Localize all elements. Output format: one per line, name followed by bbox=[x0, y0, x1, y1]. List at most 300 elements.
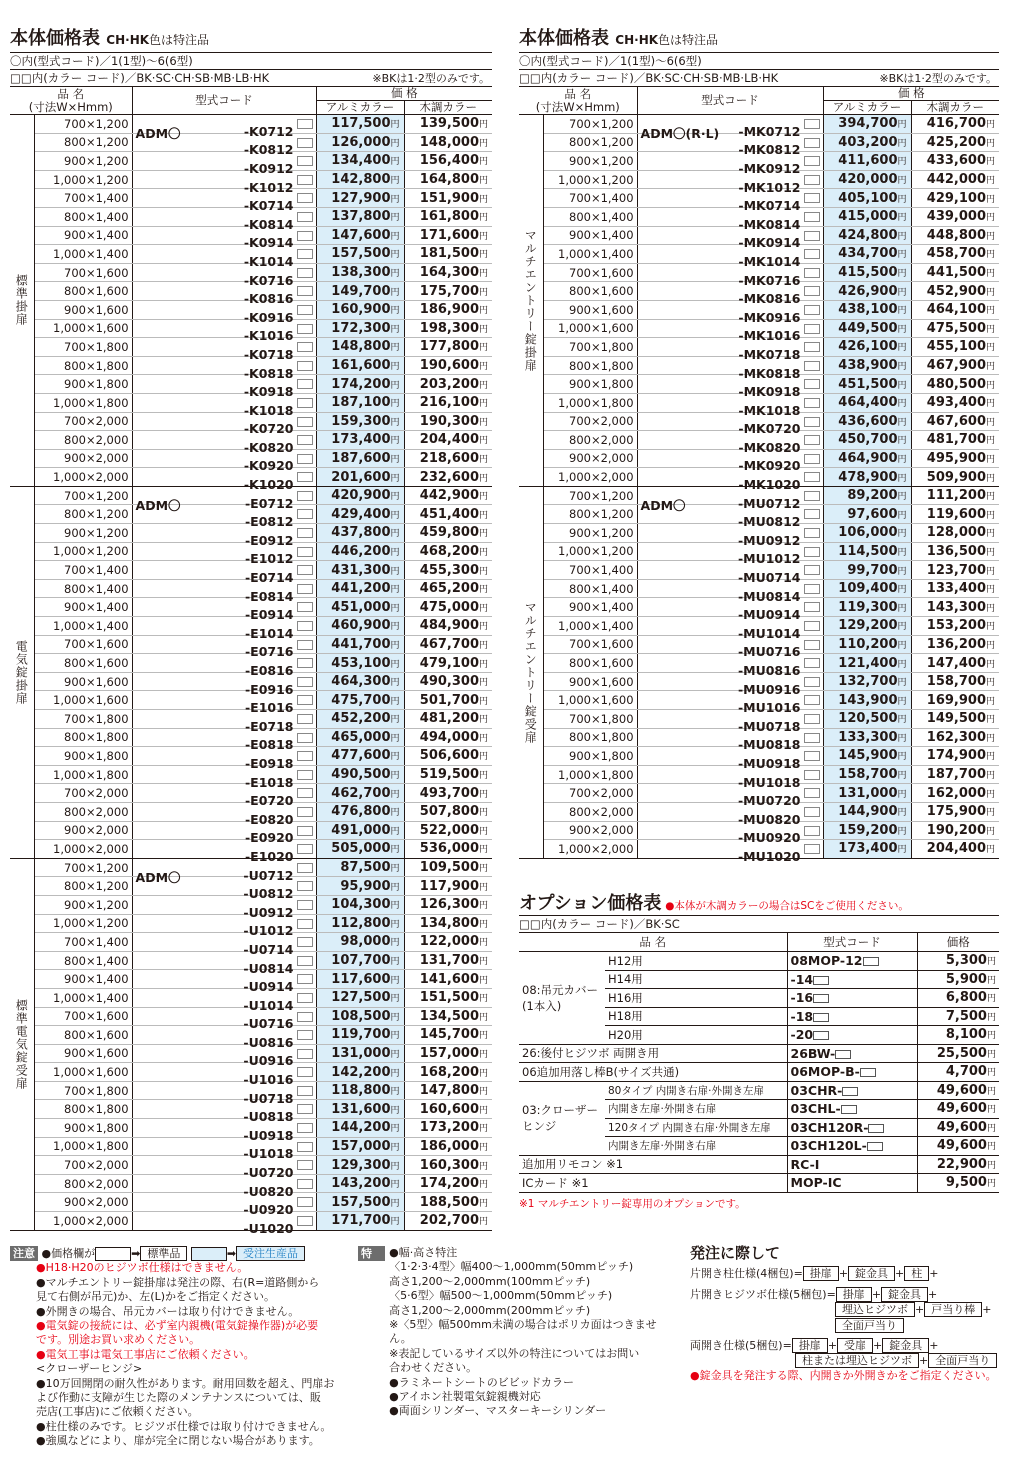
wood-price: 459,800円 bbox=[404, 524, 492, 543]
yen-unit: 円 bbox=[390, 1198, 400, 1209]
size-cell: 1,000×1,400 bbox=[34, 245, 132, 264]
yen-unit: 円 bbox=[390, 343, 400, 354]
color-code-box bbox=[813, 1013, 829, 1022]
yen-unit: 円 bbox=[897, 399, 907, 410]
yen-unit: 円 bbox=[479, 938, 489, 949]
code-cell bbox=[132, 133, 316, 158]
code-text: -K0820 bbox=[243, 439, 294, 455]
size-cell: 900×1,400 bbox=[34, 598, 132, 617]
yen-unit: 円 bbox=[986, 733, 996, 744]
code-cell bbox=[637, 505, 823, 530]
yen-unit: 円 bbox=[986, 399, 996, 410]
table-row bbox=[519, 189, 999, 208]
yen-unit: 円 bbox=[390, 492, 400, 503]
code-text: -K0914 bbox=[243, 235, 294, 251]
yen-unit: 円 bbox=[390, 399, 400, 410]
yen-unit: 円 bbox=[390, 157, 400, 168]
option-price: 7,500円 bbox=[917, 1007, 999, 1026]
option-code: 03CHL- bbox=[787, 1100, 917, 1119]
table-row bbox=[10, 1063, 492, 1082]
color-code-box bbox=[813, 1031, 829, 1040]
yen-unit: 円 bbox=[479, 1142, 489, 1153]
yen-unit: 円 bbox=[390, 752, 400, 763]
yen-unit: 円 bbox=[479, 919, 489, 930]
color-code-box bbox=[297, 361, 313, 371]
table-row bbox=[10, 821, 492, 840]
yen-unit: 円 bbox=[390, 1142, 400, 1153]
size-cell: 800×1,800 bbox=[34, 356, 132, 375]
wood-price: 134,500円 bbox=[404, 1007, 492, 1026]
code-cell bbox=[637, 375, 823, 400]
yen-unit: 円 bbox=[390, 678, 400, 689]
code-cell bbox=[132, 393, 316, 418]
color-code-box bbox=[297, 509, 313, 519]
option-code: 08MOP-12 bbox=[787, 952, 917, 971]
size-cell: 800×1,600 bbox=[34, 1026, 132, 1045]
alu-price: 446,200円 bbox=[316, 542, 404, 561]
yen-unit: 円 bbox=[897, 715, 907, 726]
wood-price: 128,000円 bbox=[911, 524, 999, 543]
color-code-box bbox=[297, 268, 313, 278]
size-cell: 800×1,200 bbox=[543, 133, 637, 152]
size-cell: 1,000×1,200 bbox=[543, 170, 637, 189]
alu-price: 127,900円 bbox=[316, 189, 404, 208]
wood-price: 136,500円 bbox=[911, 542, 999, 561]
size-cell: 1,000×1,200 bbox=[34, 914, 132, 933]
size-cell: 700×1,200 bbox=[34, 115, 132, 134]
yen-unit: 円 bbox=[479, 287, 489, 298]
color-code-box bbox=[297, 733, 313, 743]
size-cell: 800×1,200 bbox=[34, 877, 132, 896]
group-label: 標準掛扉 bbox=[10, 115, 34, 487]
size-cell: 700×1,800 bbox=[543, 338, 637, 357]
option-table: 品 名 型式コード 価格 08:吊元カバー (1本入) H12用 08MOP-12 5,300円 H14用 -14 5,900円 H16用 -16 6,800円 H18用 -18 7,500円 H20用 -20 8,100円 26:後付ヒジツボ 両開き用 26BW- 25,500円 06追加用落し棒B(サイズ共通) 06MOP-B- 4,700円 03:クローザー ヒンジ 80タイプ 内開き右扉·外開き左扉 03CHR- 49,600円 内開き左扉·外開き右扉 03CHL- 49,600円 120タイプ 内開き右扉·外開き左扉 03CH120R- 49,600円 内開き左扉·外開き右扉 03CH120L- 49,600円 追加用リモコン ※1 RC-I 22,900円 ICカード ※1 MOP-IC 9,500円 bbox=[519, 933, 999, 1193]
yen-unit: 円 bbox=[390, 1180, 400, 1191]
option-sub: H16用 bbox=[605, 989, 787, 1008]
yen-unit: 円 bbox=[986, 678, 996, 689]
code-cell bbox=[637, 115, 823, 141]
size-cell: 800×2,000 bbox=[34, 802, 132, 821]
size-cell: 1,000×1,200 bbox=[543, 542, 637, 561]
table-row bbox=[519, 802, 999, 821]
yen-unit: 円 bbox=[479, 269, 489, 280]
color-code-box bbox=[297, 956, 313, 966]
yen-unit: 円 bbox=[897, 417, 907, 428]
table-row bbox=[519, 468, 999, 487]
table-row bbox=[519, 263, 999, 282]
caution-tag: 注意 bbox=[10, 1246, 38, 1261]
table-row bbox=[10, 282, 492, 301]
color-code-box bbox=[297, 435, 313, 445]
table-row bbox=[10, 654, 492, 673]
yen-unit: 円 bbox=[479, 696, 489, 707]
yen-unit: 円 bbox=[986, 622, 996, 633]
table-row bbox=[10, 617, 492, 636]
color-code-box bbox=[804, 695, 820, 705]
code-cell bbox=[637, 263, 823, 288]
yen-unit: 円 bbox=[986, 157, 996, 168]
size-cell: 800×1,200 bbox=[543, 505, 637, 524]
alu-price: 403,200円 bbox=[823, 133, 911, 152]
color-code-box bbox=[804, 417, 820, 427]
code-text: -E1016 bbox=[244, 700, 294, 716]
yen-unit: 円 bbox=[897, 380, 907, 391]
yen-unit: 円 bbox=[390, 1105, 400, 1116]
yen-unit: 円 bbox=[897, 250, 907, 261]
alu-price: 415,500円 bbox=[823, 263, 911, 282]
color-code-box bbox=[297, 324, 313, 334]
size-cell: 900×1,600 bbox=[34, 672, 132, 691]
table-row bbox=[519, 1081, 999, 1100]
code-cell bbox=[132, 1063, 316, 1088]
alu-price: 450,700円 bbox=[823, 431, 911, 450]
note-line: ●幅·高さ特注 bbox=[389, 1246, 458, 1259]
option-name: 03:クローザー ヒンジ bbox=[519, 1081, 605, 1155]
alu-price: 464,900円 bbox=[823, 449, 911, 468]
yen-unit: 円 bbox=[479, 585, 489, 596]
size-cell: 900×1,200 bbox=[543, 152, 637, 171]
table-row bbox=[10, 877, 492, 896]
yen-unit: 円 bbox=[390, 789, 400, 800]
table-row bbox=[519, 226, 999, 245]
alu-price: 478,900円 bbox=[823, 468, 911, 487]
note-line: ●両面シリンダー、マスターキーシリンダー bbox=[389, 1404, 607, 1418]
table-row bbox=[10, 765, 492, 784]
alu-price: 477,600円 bbox=[316, 747, 404, 766]
code-cell bbox=[637, 338, 823, 362]
table-row bbox=[519, 821, 999, 840]
code-cell bbox=[132, 877, 316, 902]
wood-price: 198,300円 bbox=[404, 319, 492, 338]
alu-price: 117,500円 bbox=[316, 115, 404, 134]
option-price: 8,100円 bbox=[917, 1026, 999, 1045]
yen-unit: 円 bbox=[986, 454, 996, 465]
table-row bbox=[10, 412, 492, 431]
code-text: -E0818 bbox=[244, 737, 294, 753]
yen-unit: 円 bbox=[986, 640, 996, 651]
size-cell: 1,000×1,400 bbox=[34, 617, 132, 636]
code-cell bbox=[637, 133, 823, 158]
option-price: 49,600円 bbox=[917, 1100, 999, 1119]
wood-price: 136,200円 bbox=[911, 635, 999, 654]
table-row bbox=[10, 1156, 492, 1175]
code-cell bbox=[637, 393, 823, 418]
yen-unit: 円 bbox=[897, 194, 907, 205]
code-cell bbox=[132, 245, 316, 269]
code-cell bbox=[637, 691, 823, 716]
yen-unit: 円 bbox=[479, 1031, 489, 1042]
table-row bbox=[519, 840, 999, 859]
alu-price: 127,500円 bbox=[316, 988, 404, 1007]
size-cell: 800×1,800 bbox=[543, 728, 637, 747]
table-row bbox=[10, 245, 492, 264]
yen-unit: 円 bbox=[986, 696, 996, 707]
alu-price: 490,500円 bbox=[316, 765, 404, 784]
group-label: マルチエントリー錠掛扉 bbox=[519, 115, 543, 487]
yen-unit: 円 bbox=[986, 957, 996, 968]
color-code-box bbox=[297, 900, 313, 910]
code-cell bbox=[637, 226, 823, 251]
option-sub: 120タイプ 内開き右扉·外開き左扉 bbox=[605, 1118, 787, 1137]
option-name: 追加用リモコン ※1 bbox=[519, 1155, 787, 1174]
yen-unit: 円 bbox=[986, 845, 996, 856]
left-color-code-note: □□内(カラー コード)／BK·SC·CH·SB·MB·LB·HK ※BKは1·2型のみです。 bbox=[10, 71, 490, 85]
code-text: -MK0818 bbox=[738, 365, 801, 381]
yen-unit: 円 bbox=[390, 417, 400, 428]
option-price: 49,600円 bbox=[917, 1137, 999, 1156]
alu-price: 144,900円 bbox=[823, 802, 911, 821]
code-text: -MK0716 bbox=[738, 272, 801, 288]
size-cell: 700×1,200 bbox=[543, 115, 637, 134]
yen-unit: 円 bbox=[479, 1105, 489, 1116]
option-price: 22,900円 bbox=[917, 1155, 999, 1174]
option-price: 4,700円 bbox=[917, 1063, 999, 1082]
note-line: <クローザーヒンジ> bbox=[36, 1362, 143, 1376]
option-sub: H12用 bbox=[605, 952, 787, 971]
code-text: -MU0814 bbox=[737, 588, 801, 604]
yen-unit: 円 bbox=[897, 454, 907, 465]
code-text: -MU1020 bbox=[737, 848, 801, 864]
option-price: 5,300円 bbox=[917, 952, 999, 971]
yen-unit: 円 bbox=[986, 1086, 996, 1097]
white-box-icon bbox=[95, 1247, 131, 1261]
wood-price: 458,700円 bbox=[911, 245, 999, 264]
wood-price: 467,900円 bbox=[911, 356, 999, 375]
size-cell: 700×2,000 bbox=[34, 784, 132, 803]
yen-unit: 円 bbox=[986, 1160, 996, 1171]
size-cell: 800×2,000 bbox=[34, 431, 132, 450]
table-row bbox=[10, 115, 492, 134]
color-code-box bbox=[804, 212, 820, 222]
alu-price: 109,400円 bbox=[823, 579, 911, 598]
yen-unit: 円 bbox=[897, 436, 907, 447]
yen-unit: 円 bbox=[986, 269, 996, 280]
yen-unit: 円 bbox=[390, 1031, 400, 1042]
yen-unit: 円 bbox=[479, 213, 489, 224]
wood-price: 147,800円 bbox=[404, 1081, 492, 1100]
yen-unit: 円 bbox=[986, 808, 996, 819]
table-row bbox=[10, 189, 492, 208]
color-code-box bbox=[297, 1049, 313, 1059]
color-code-box bbox=[804, 621, 820, 631]
code-cell bbox=[132, 1081, 316, 1106]
table-row bbox=[519, 654, 999, 673]
table-row bbox=[519, 245, 999, 264]
color-code-box bbox=[804, 844, 820, 854]
yen-unit: 円 bbox=[479, 752, 489, 763]
yen-unit: 円 bbox=[390, 659, 400, 670]
color-code-box bbox=[297, 974, 313, 984]
wood-price: 186,000円 bbox=[404, 1137, 492, 1156]
code-text: -U0916 bbox=[243, 1053, 294, 1069]
alu-price: 145,900円 bbox=[823, 747, 911, 766]
code-text: -U0914 bbox=[243, 979, 294, 995]
table-row bbox=[10, 1081, 492, 1100]
code-text: -MU0714 bbox=[737, 570, 801, 586]
alu-price: 129,300円 bbox=[316, 1156, 404, 1175]
wood-price: 475,500円 bbox=[911, 319, 999, 338]
alu-price: 95,900円 bbox=[316, 877, 404, 896]
color-code-box bbox=[804, 733, 820, 743]
table-row bbox=[10, 524, 492, 543]
option-sub: 80タイプ 内開き右扉·外開き左扉 bbox=[605, 1081, 787, 1100]
color-code-box bbox=[297, 379, 313, 389]
yen-unit: 円 bbox=[986, 789, 996, 800]
wood-price: 522,000円 bbox=[404, 821, 492, 840]
option-price: 9,500円 bbox=[917, 1174, 999, 1193]
code-text: -E0720 bbox=[244, 793, 294, 809]
size-cell: 900×2,000 bbox=[543, 449, 637, 468]
wood-price: 481,200円 bbox=[404, 710, 492, 729]
color-code-box bbox=[804, 119, 820, 129]
color-code-box bbox=[842, 1087, 858, 1096]
color-code-box bbox=[863, 957, 879, 966]
code-text: -U0712 bbox=[243, 867, 294, 883]
wood-price: 465,200円 bbox=[404, 579, 492, 598]
size-cell: 700×2,000 bbox=[543, 412, 637, 431]
alu-price: 118,800円 bbox=[316, 1081, 404, 1100]
yen-unit: 円 bbox=[390, 213, 400, 224]
code-text: -MU1018 bbox=[737, 774, 801, 790]
left-price-column bbox=[10, 28, 492, 1236]
alu-price: 405,100円 bbox=[823, 189, 911, 208]
size-cell: 700×2,000 bbox=[543, 784, 637, 803]
alu-price: 476,800円 bbox=[316, 802, 404, 821]
note-line: 合わせください。 bbox=[389, 1361, 478, 1375]
table-row bbox=[10, 356, 492, 375]
code-cell bbox=[132, 356, 316, 381]
note-line: ※〈5型〉幅500mm未満の場合はポリカ面はつきません。 bbox=[389, 1318, 657, 1346]
wood-price: 493,400円 bbox=[911, 393, 999, 412]
yen-unit: 円 bbox=[390, 138, 400, 149]
code-text: -E0912 bbox=[244, 532, 294, 548]
wood-price: 455,300円 bbox=[404, 561, 492, 580]
code-prefix: ADM〇(R·L) bbox=[640, 125, 720, 141]
alu-price: 426,900円 bbox=[823, 282, 911, 301]
yen-unit: 円 bbox=[390, 938, 400, 949]
yen-unit: 円 bbox=[390, 380, 400, 391]
code-text: -E1020 bbox=[244, 848, 294, 864]
alu-price: 441,200円 bbox=[316, 579, 404, 598]
size-cell: 800×1,600 bbox=[543, 654, 637, 673]
wood-price: 439,000円 bbox=[911, 207, 999, 226]
option-sub: 内開き左扉·外開き右扉 bbox=[605, 1100, 787, 1119]
table-row bbox=[10, 431, 492, 450]
yen-unit: 円 bbox=[986, 362, 996, 373]
alu-price: 120,500円 bbox=[823, 710, 911, 729]
size-cell: 900×1,400 bbox=[543, 598, 637, 617]
yen-unit: 円 bbox=[897, 492, 907, 503]
yen-unit: 円 bbox=[897, 808, 907, 819]
yen-unit: 円 bbox=[986, 1105, 996, 1116]
code-cell bbox=[637, 319, 823, 344]
color-code-box bbox=[804, 751, 820, 761]
alu-price: 121,400円 bbox=[823, 654, 911, 673]
table-row bbox=[519, 672, 999, 691]
code-cell bbox=[132, 765, 316, 790]
color-code-box bbox=[297, 863, 313, 873]
wood-price: 480,500円 bbox=[911, 375, 999, 394]
size-cell: 800×1,400 bbox=[34, 579, 132, 598]
color-code-box bbox=[297, 844, 313, 854]
wood-price: 162,000円 bbox=[911, 784, 999, 803]
yen-unit: 円 bbox=[986, 547, 996, 558]
yen-unit: 円 bbox=[897, 324, 907, 335]
code-text: -U0816 bbox=[243, 1034, 294, 1050]
size-cell: 700×1,800 bbox=[34, 338, 132, 357]
code-text: -MU0916 bbox=[737, 681, 801, 697]
alu-price: 157,500円 bbox=[316, 245, 404, 264]
right-title: 本体価格表 CH·HK色は特注品 bbox=[519, 28, 719, 49]
code-cell bbox=[637, 802, 823, 827]
yen-unit: 円 bbox=[897, 362, 907, 373]
size-cell: 1,000×1,800 bbox=[34, 1137, 132, 1156]
alu-price: 110,200円 bbox=[823, 635, 911, 654]
wood-price: 204,400円 bbox=[404, 431, 492, 450]
yen-unit: 円 bbox=[479, 250, 489, 261]
alu-price: 134,400円 bbox=[316, 152, 404, 171]
size-cell: 1,000×2,000 bbox=[34, 1212, 132, 1231]
wood-price: 164,800円 bbox=[404, 170, 492, 189]
color-code-box bbox=[297, 193, 313, 203]
color-code-box bbox=[297, 547, 313, 557]
yen-unit: 円 bbox=[897, 306, 907, 317]
size-cell: 700×1,800 bbox=[34, 710, 132, 729]
yen-unit: 円 bbox=[986, 603, 996, 614]
yen-unit: 円 bbox=[986, 436, 996, 447]
color-code-box bbox=[804, 361, 820, 371]
wood-price: 168,200円 bbox=[404, 1063, 492, 1082]
wood-price: 493,700円 bbox=[404, 784, 492, 803]
code-cell bbox=[132, 747, 316, 771]
wood-price: 441,500円 bbox=[911, 263, 999, 282]
size-cell: 700×1,200 bbox=[34, 486, 132, 505]
size-cell: 900×1,800 bbox=[543, 747, 637, 766]
color-code-box bbox=[804, 714, 820, 724]
code-text: -MU1012 bbox=[737, 551, 801, 567]
table-row bbox=[10, 895, 492, 914]
code-cell bbox=[132, 1174, 316, 1199]
code-cell bbox=[637, 170, 823, 195]
code-cell bbox=[132, 542, 316, 567]
code-text: -MK0914 bbox=[738, 235, 801, 251]
wood-price: 442,000円 bbox=[911, 170, 999, 189]
code-cell bbox=[132, 449, 316, 474]
color-code-box bbox=[297, 881, 313, 891]
option-code: -16 bbox=[787, 989, 917, 1008]
yen-unit: 円 bbox=[390, 120, 400, 131]
code-cell bbox=[132, 170, 316, 195]
code-cell bbox=[132, 914, 316, 939]
table-row bbox=[10, 1007, 492, 1026]
code-cell bbox=[637, 710, 823, 734]
alu-price: 187,100円 bbox=[316, 393, 404, 412]
group-label: マルチエントリー錠受扉 bbox=[519, 486, 543, 858]
table-row bbox=[519, 784, 999, 803]
alu-price: 451,500円 bbox=[823, 375, 911, 394]
color-code-box bbox=[804, 156, 820, 166]
blue-box-icon bbox=[191, 1247, 227, 1261]
wood-price: 495,900円 bbox=[911, 449, 999, 468]
color-code-box bbox=[297, 175, 313, 185]
size-cell: 800×1,800 bbox=[543, 356, 637, 375]
code-text: -K0716 bbox=[243, 272, 294, 288]
code-text: -MK0714 bbox=[738, 198, 801, 214]
note-line: ●H18·H20のヒジツボ仕様はできません。 bbox=[36, 1261, 249, 1275]
code-cell bbox=[637, 245, 823, 269]
size-cell: 900×2,000 bbox=[543, 821, 637, 840]
code-text: -K0818 bbox=[243, 365, 294, 381]
